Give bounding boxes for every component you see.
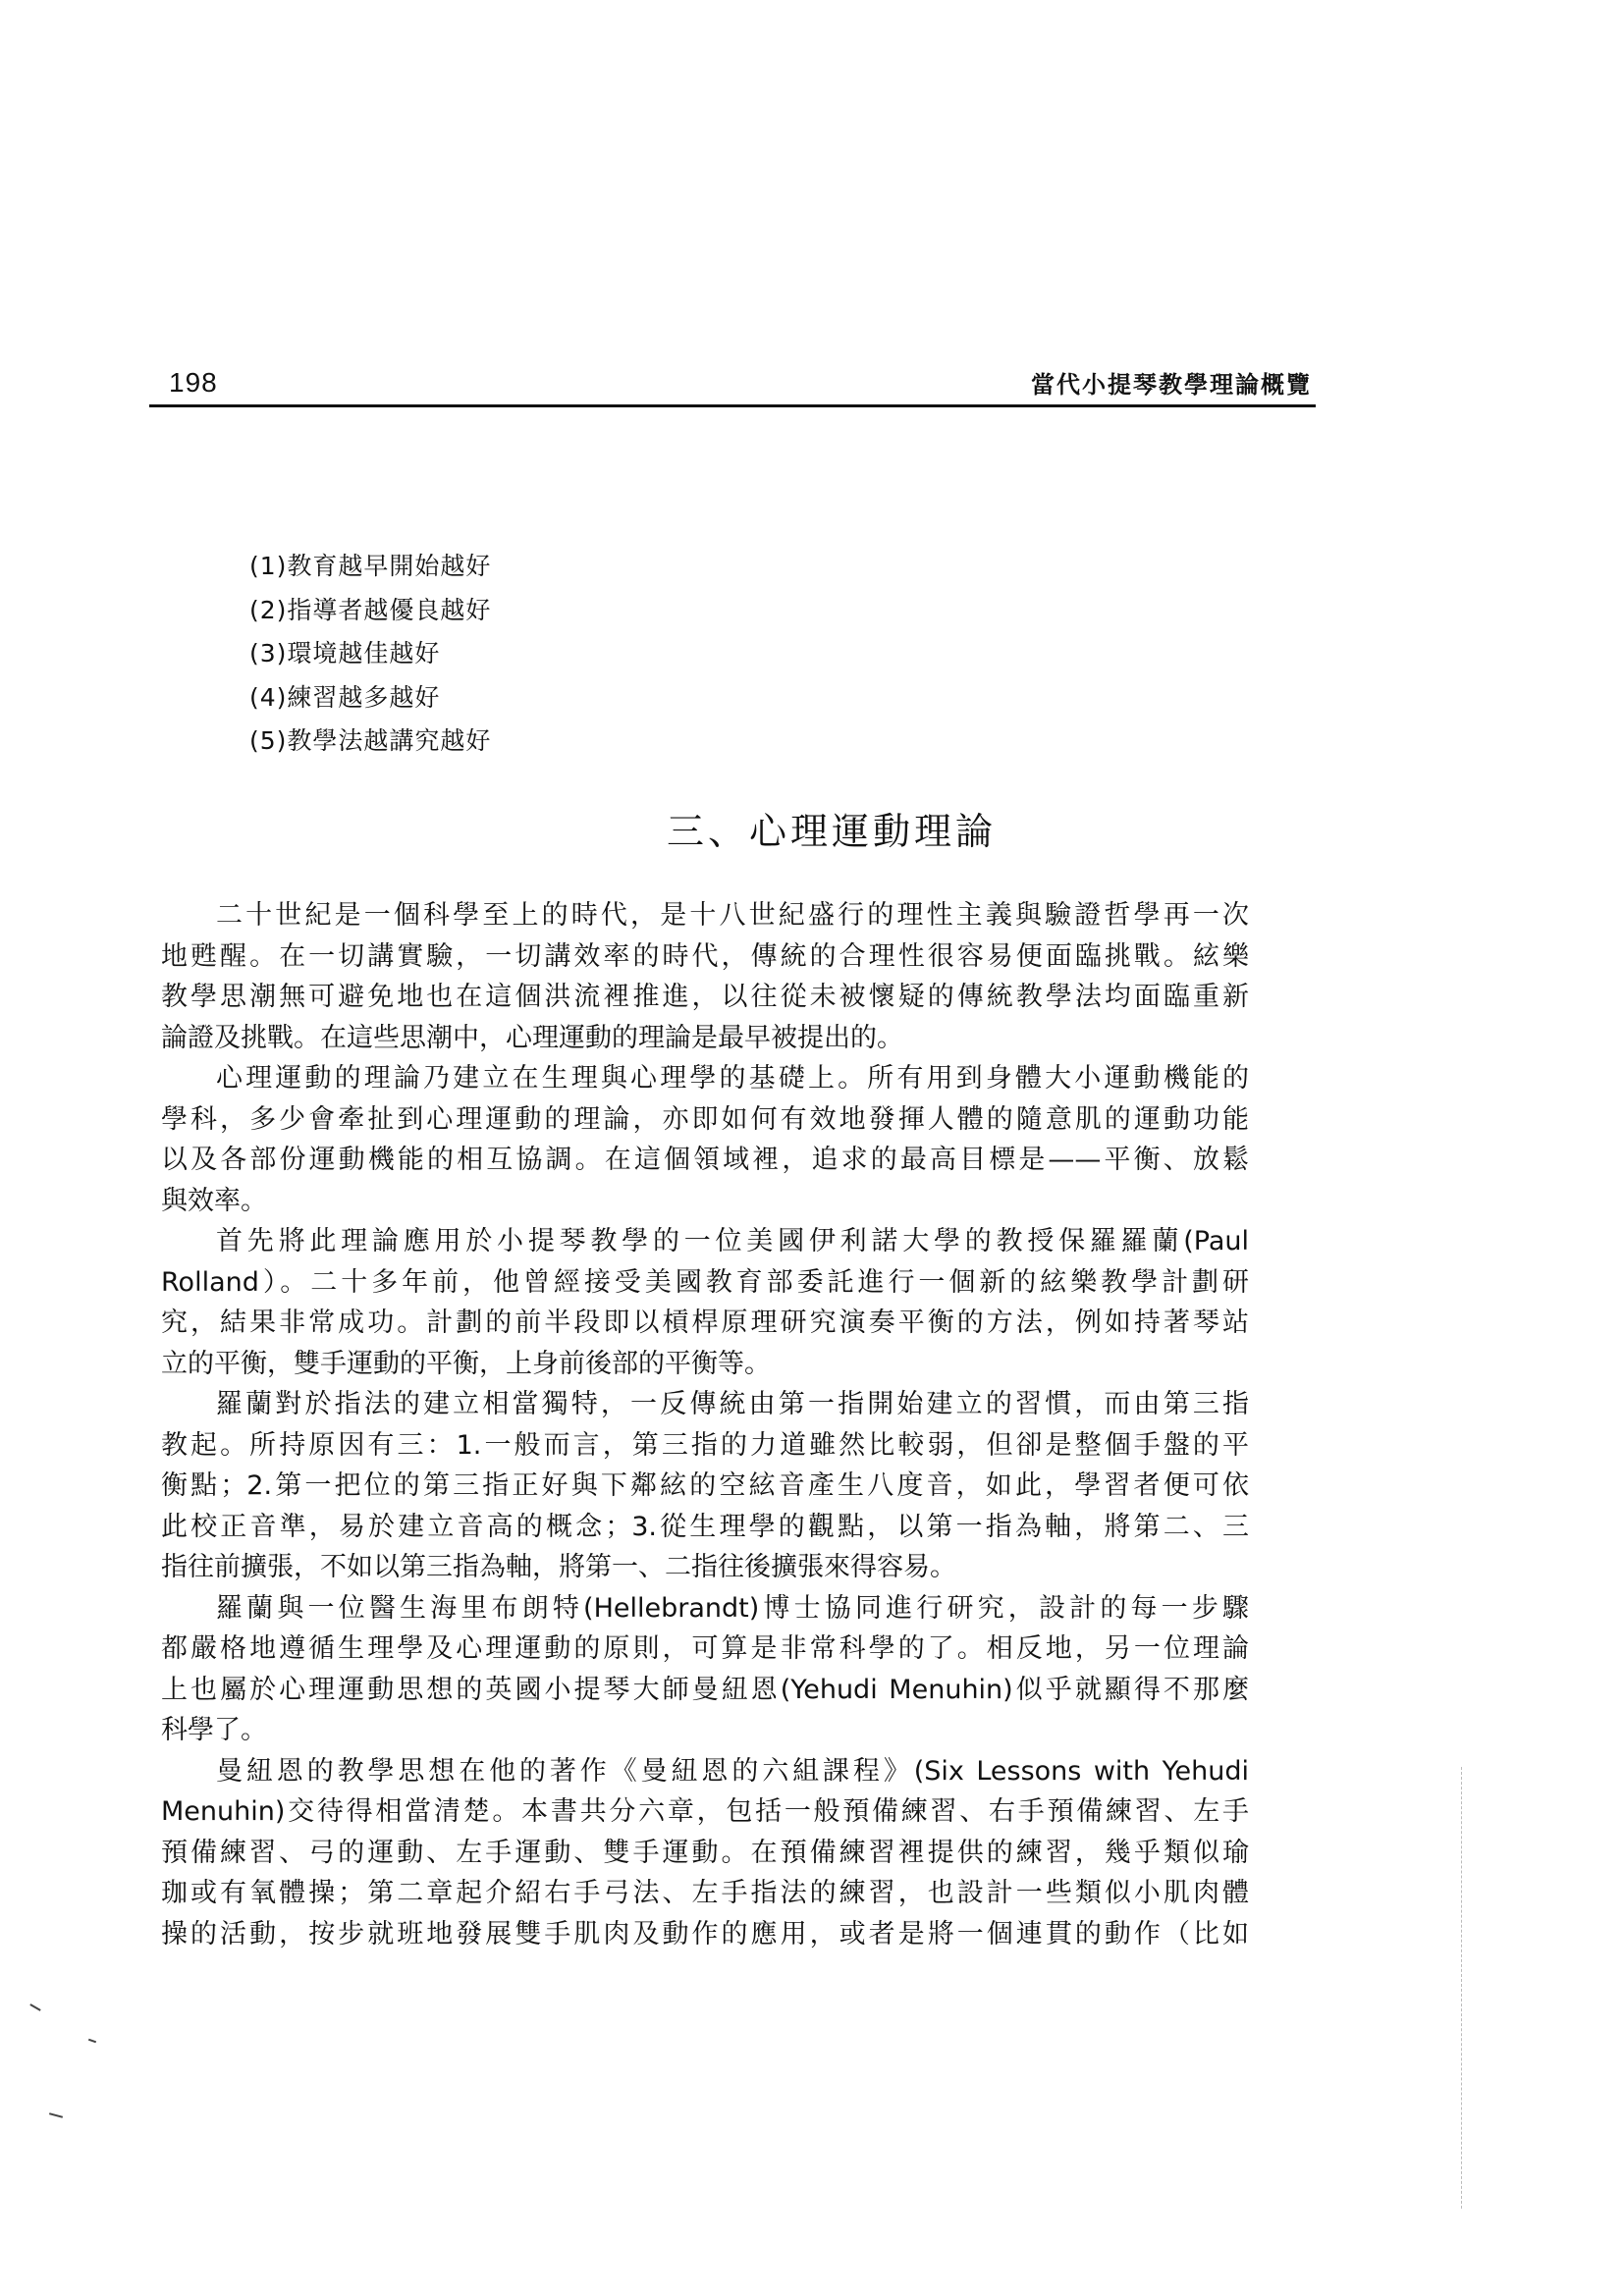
text-line: 論證及挑戰。在這些思潮中，心理運動的理論是最早被提出的。 bbox=[161, 1022, 903, 1053]
text-line: 學科，多少會牽扯到心理運動的理論，亦即如何有效地發揮人體的隨意肌的運動功能 bbox=[161, 1103, 1249, 1135]
text-line: 珈或有氧體操；第二章起介紹右手弓法、左手指法的練習，也設計一些類似小肌肉體 bbox=[161, 1878, 1249, 1908]
text-line: 指往前擴張，不如以第三指為軸，將第一、二指往後擴張來得容易。 bbox=[161, 1552, 956, 1582]
page-number: 198 bbox=[169, 367, 218, 398]
text-line: 預備練習、弓的運動、左手運動、雙手運動。在預備練習裡提供的練習，幾乎類似瑜 bbox=[161, 1837, 1249, 1868]
text-line: 羅蘭與一位醫生海里布朗特(Hellebrandt)博士協同進行研究，設計的每一步驟 bbox=[216, 1592, 1249, 1624]
paragraph bbox=[161, 1384, 1249, 1588]
scan-speck bbox=[49, 2112, 63, 2118]
text-line: 羅蘭對於指法的建立相當獨特，一反傳統由第一指開始建立的習慣，而由第三指 bbox=[216, 1389, 1249, 1419]
text-line: 衡點；2.第一把位的第三指正好與下鄰絃的空絃音產生八度音，如此，學習者便可依 bbox=[161, 1470, 1249, 1501]
text-line: 究，結果非常成功。計劃的前半段即以槓桿原理研究演奏平衡的方法，例如持著琴站 bbox=[161, 1308, 1249, 1338]
body-text bbox=[161, 895, 1249, 1954]
text-line: 操的活動，按步就班地發展雙手肌肉及動作的應用，或者是將一個連貫的動作（比如 bbox=[161, 1918, 1249, 1949]
text-line: 二十世紀是一個科學至上的時代，是十八世紀盛行的理性主義與驗證哲學再一次 bbox=[216, 900, 1249, 931]
list-item: (4)練習越多越好 bbox=[249, 682, 441, 712]
paragraph bbox=[161, 895, 1249, 1058]
text-line: 首先將此理論應用於小提琴教學的一位美國伊利諾大學的教授保羅羅蘭(Paul bbox=[216, 1226, 1249, 1256]
paragraph bbox=[161, 1588, 1249, 1751]
running-title: 當代小提琴教學理論概覽 bbox=[1031, 371, 1312, 399]
paragraph bbox=[161, 1058, 1249, 1221]
scan-edge bbox=[1461, 1767, 1463, 2209]
scan-speck bbox=[29, 2003, 40, 2011]
text-line: 教起。所持原因有三：1.一般而言，第三指的力道雖然比較弱，但卻是整個手盤的平 bbox=[161, 1429, 1249, 1461]
text-line: 上也屬於心理運動思想的英國小提琴大師曼紐恩(Yehudi Menuhin)似乎就顯得不那麼 bbox=[161, 1674, 1249, 1705]
text-line: 教學思潮無可避免地也在這個洪流裡推進，以往從未被懷疑的傳統教學法均面臨重新 bbox=[161, 982, 1249, 1012]
text-line: Menuhin)交待得相當清楚。本書共分六章，包括一般預備練習、右手預備練習、左手 bbox=[161, 1796, 1249, 1827]
text-line: 以及各部份運動機能的相互協調。在這個領域裡，追求的最高目標是——平衡、放鬆 bbox=[161, 1145, 1249, 1175]
list-item: (2)指導者越優良越好 bbox=[249, 595, 492, 624]
text-line: 與效率。 bbox=[161, 1185, 267, 1216]
paragraph bbox=[161, 1751, 1249, 1955]
paragraph bbox=[161, 1221, 1249, 1384]
page-header bbox=[149, 365, 1316, 407]
scan-speck bbox=[88, 2039, 96, 2044]
text-line: 科學了。 bbox=[161, 1715, 267, 1745]
list-item: (5)教學法越講究越好 bbox=[249, 726, 492, 755]
text-line: 此校正音準，易於建立音高的概念；3.從生理學的觀點，以第一指為軸，將第二、三 bbox=[161, 1511, 1249, 1542]
section-heading: 三、心理運動理論 bbox=[666, 810, 997, 853]
text-line: 心理運動的理論乃建立在生理與心理學的基礎上。所有用到身體大小運動機能的 bbox=[216, 1063, 1249, 1094]
list-item: (1)教育越早開始越好 bbox=[249, 552, 492, 580]
text-line: 地甦醒。在一切講實驗，一切講效率的時代，傳統的合理性很容易便面臨挑戰。絃樂 bbox=[161, 940, 1249, 972]
text-line: 都嚴格地遵循生理學及心理運動的原則，可算是非常科學的了。相反地，另一位理論 bbox=[161, 1633, 1249, 1664]
text-line: Rolland）。二十多年前，他曾經接受美國教育部委託進行一個新的絃樂教學計劃研 bbox=[161, 1266, 1249, 1298]
principles-list bbox=[249, 545, 491, 764]
text-line: 立的平衡，雙手運動的平衡，上身前後部的平衡等。 bbox=[161, 1348, 771, 1379]
list-item: (3)環境越佳越好 bbox=[249, 639, 441, 667]
text-line: 曼紐恩的教學思想在他的著作《曼紐恩的六組課程》(Six Lessons with Yehudi bbox=[216, 1755, 1249, 1787]
